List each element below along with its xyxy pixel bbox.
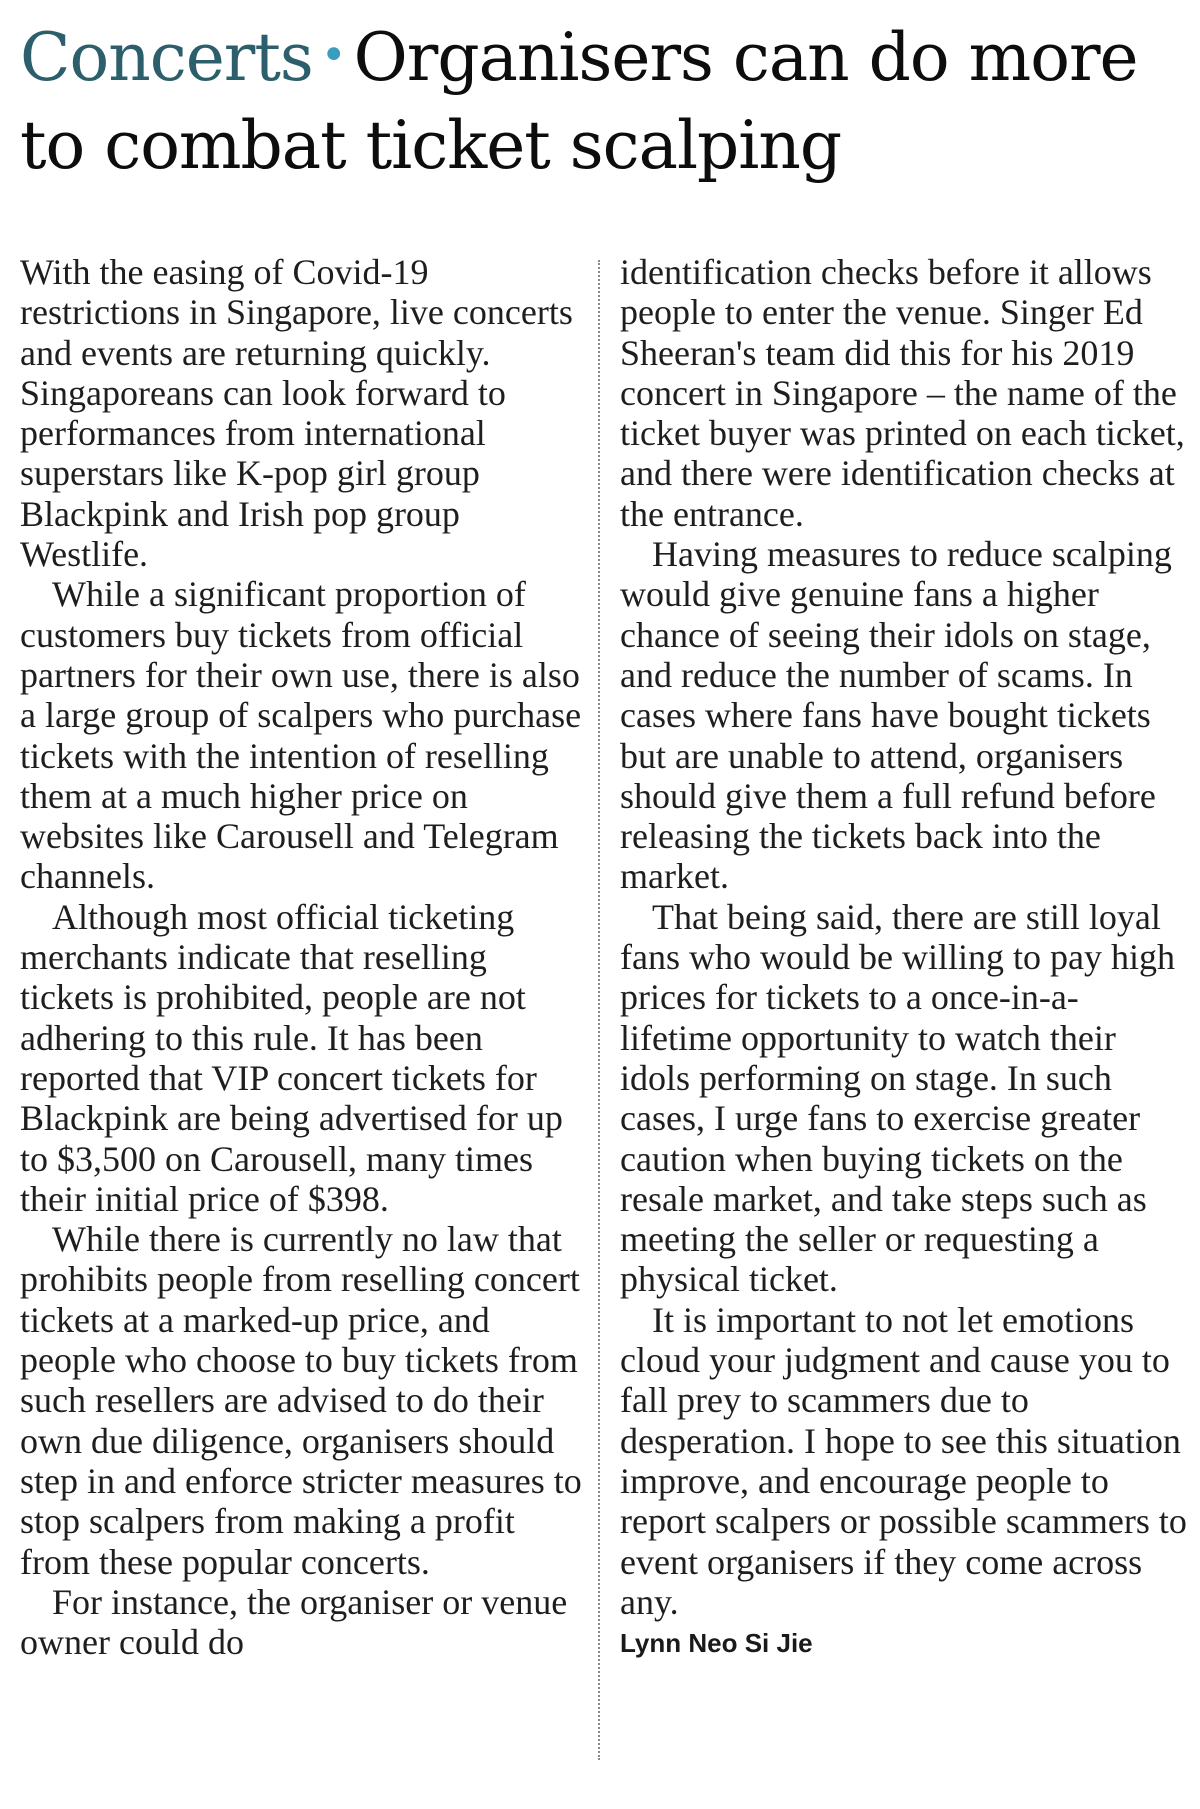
left-column	[20, 252, 588, 1662]
paragraph: While a significant proportion of customers buy tickets from official partners for their own use, there is also a large group of scalpers who purchase tickets with the intention of reselling them at a much higher price on websites like Carousell and Telegram channels.	[20, 574, 582, 897]
byline: Lynn Neo Si Jie	[620, 1628, 813, 1659]
paragraph: It is important to not let emotions cloud your judgment and cause you to fall prey to scammers due to desperation. I hope to see this situation improve, and encourage people to report scalpers or possible scammers to event organisers if they come across any.	[620, 1299, 1187, 1622]
paragraph: With the easing of Covid-19 restrictions in Singapore, live concerts and events are returning quickly. Singaporeans can look forward to performances from international superstars like K-pop girl group Blackpink and Irish pop group Westlife.	[20, 252, 573, 575]
paragraph: While there is currently no law that prohibits people from reselling concert tickets at a marked-up price, and people who choose to buy tickets from such resellers are advised to do their own due diligence, organisers should step in and enforce stricter measures to stop scalpers from making a profit from these popular concerts.	[20, 1219, 582, 1582]
headline	[20, 12, 1180, 190]
section-label: Concerts	[20, 19, 313, 96]
right-column	[620, 252, 1188, 1660]
paragraph: For instance, the organiser or venue owner could do	[20, 1581, 568, 1663]
bullet-icon: •	[320, 30, 346, 81]
paragraph: Although most official ticketing merchants indicate that reselling tickets is prohibited, people are not adhering to this rule. It has been reported that VIP concert tickets for Blackpink are being advertised for up to $3,500 on Carousell, many times their initial price of $398.	[20, 896, 563, 1219]
paragraph: identification checks before it allows people to enter the venue. Singer Ed Sheeran's team did this for his 2019 concert in Singapore – the name of the ticket buyer was printed on each ticket, and there were identification checks at the entrance.	[620, 252, 1185, 534]
headline-text: Organisers can do more to combat ticket scalping	[20, 19, 1138, 184]
paragraph: Having measures to reduce scalping would give genuine fans a higher chance of seeing their idols on stage, and reduce the number of scams. In cases where fans have bought tickets but are unable to attend, organisers should give them a full refund before releasing the tickets back into the market.	[620, 534, 1172, 897]
paragraph: That being said, there are still loyal fans who would be willing to pay high prices for tickets to a once-in-a-lifetime opportunity to watch their idols performing on stage. In such cases, I urge fans to exercise greater caution when buying tickets on the resale market, and take steps such as meeting the seller or requesting a physical ticket.	[620, 896, 1175, 1300]
column-divider	[598, 260, 600, 1760]
